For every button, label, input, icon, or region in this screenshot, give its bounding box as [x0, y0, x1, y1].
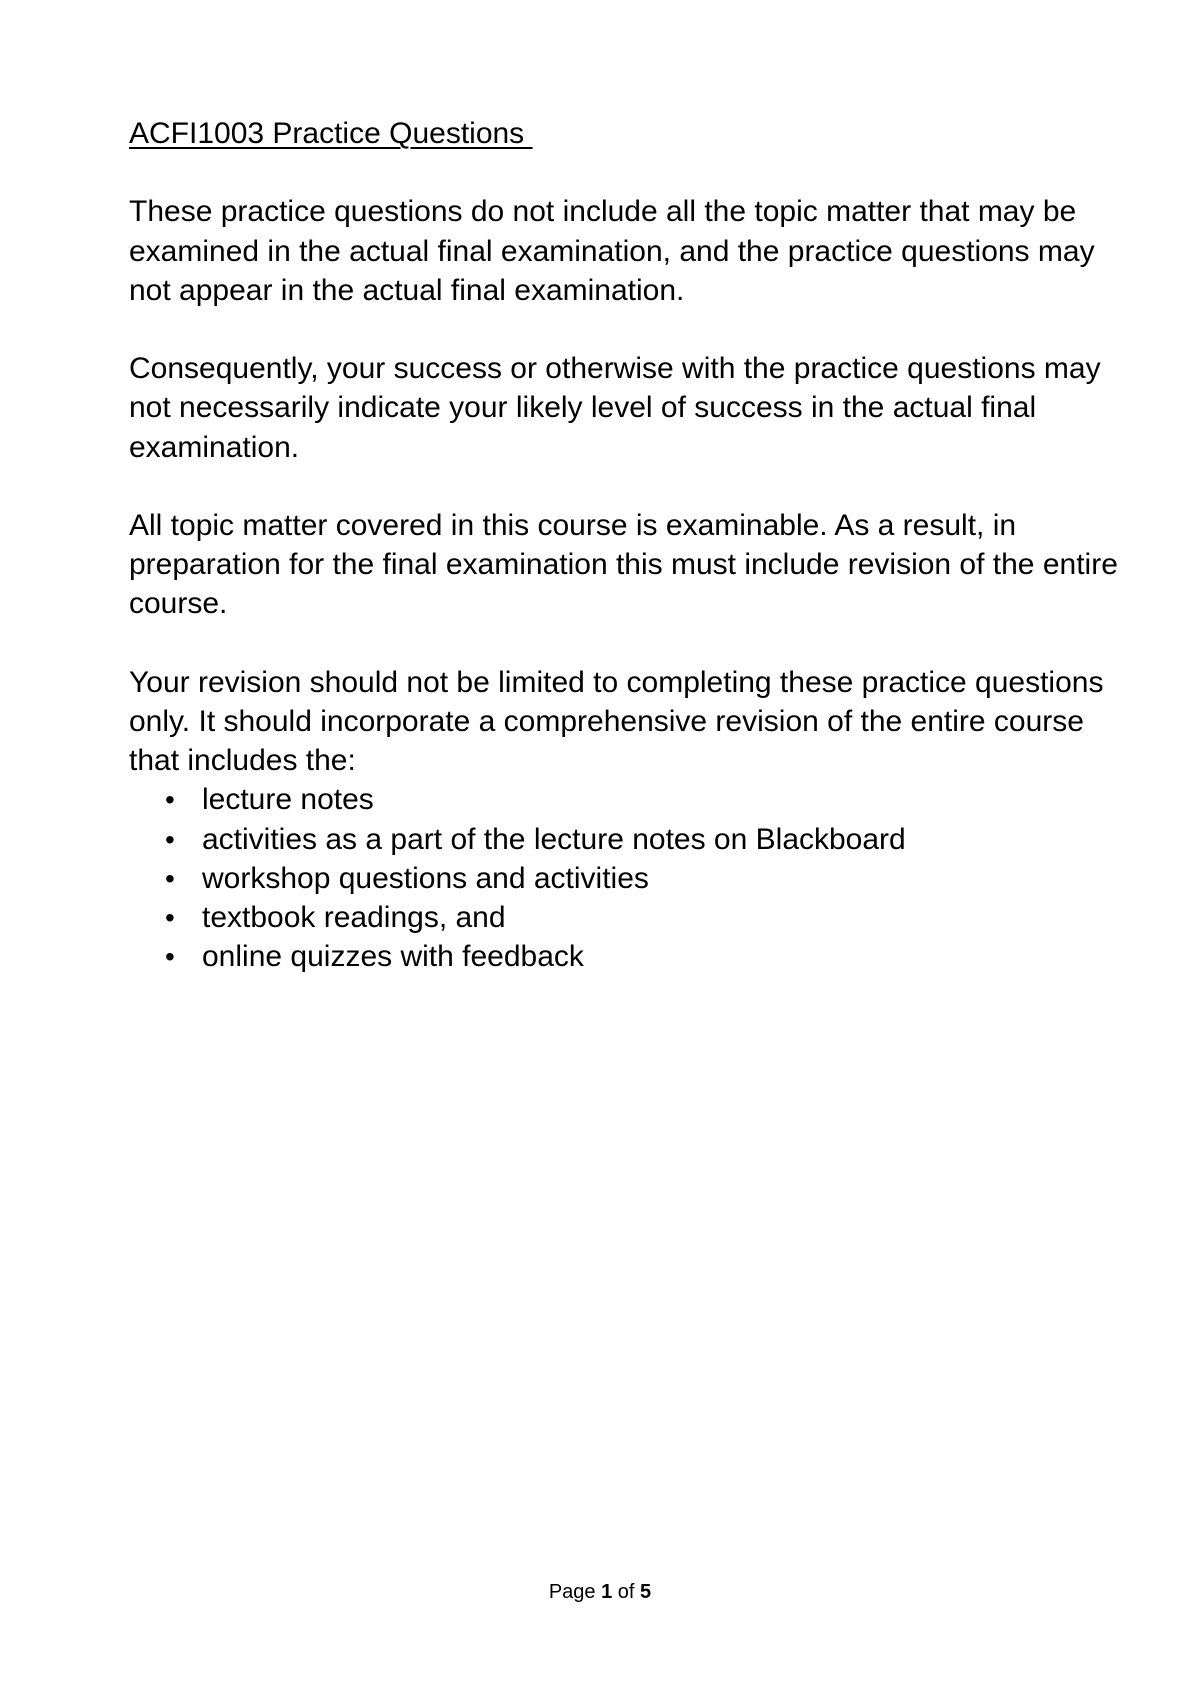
list-item-text: activities as a part of the lecture notes on Blackboard [202, 822, 906, 856]
current-page-number: 1 [601, 1581, 613, 1603]
paragraph-consequence: Consequently, your success or otherwise with the practice questions may not necessarily indicate your likely level of success in the actual final examination. [129, 352, 1101, 464]
revision-list [129, 780, 1119, 976]
list-item [129, 820, 1119, 859]
bullet-icon: • [165, 941, 175, 973]
page-footer [0, 1580, 1200, 1604]
paragraph-revision: Your revision should not be limited to completing these practice questions only. It should incorporate a comprehensive revision of the entire course that includes the: [129, 665, 1104, 778]
list-item [129, 898, 1119, 937]
bullet-icon: • [165, 823, 175, 855]
of-label: of [617, 1581, 635, 1603]
total-pages-number: 5 [640, 1581, 652, 1603]
document-title: ACFI1003 Practice Questions [129, 117, 533, 150]
list-item [129, 937, 1119, 976]
bullet-icon: • [165, 784, 175, 816]
paragraph-disclaimer: These practice questions do not include all the topic matter that may be examined in the actual final examination, and the practice questions may not appear in the actual final examination. [129, 195, 1095, 307]
bullet-icon: • [165, 862, 175, 894]
list-item-text: lecture notes [202, 783, 374, 817]
paragraph-examinable: All topic matter covered in this course is examinable. As a result, in preparation for the final examination this must include revision of the entire course. [129, 508, 1118, 621]
page-label: Page [548, 1581, 596, 1603]
list-item-text: textbook readings, and [202, 901, 506, 934]
list-item [129, 780, 1119, 819]
list-item [129, 859, 1119, 898]
document-body [129, 114, 1119, 976]
list-item-text: online quizzes with feedback [202, 940, 584, 974]
bullet-icon: • [165, 902, 175, 933]
list-item-text: workshop questions and activities [202, 861, 649, 895]
